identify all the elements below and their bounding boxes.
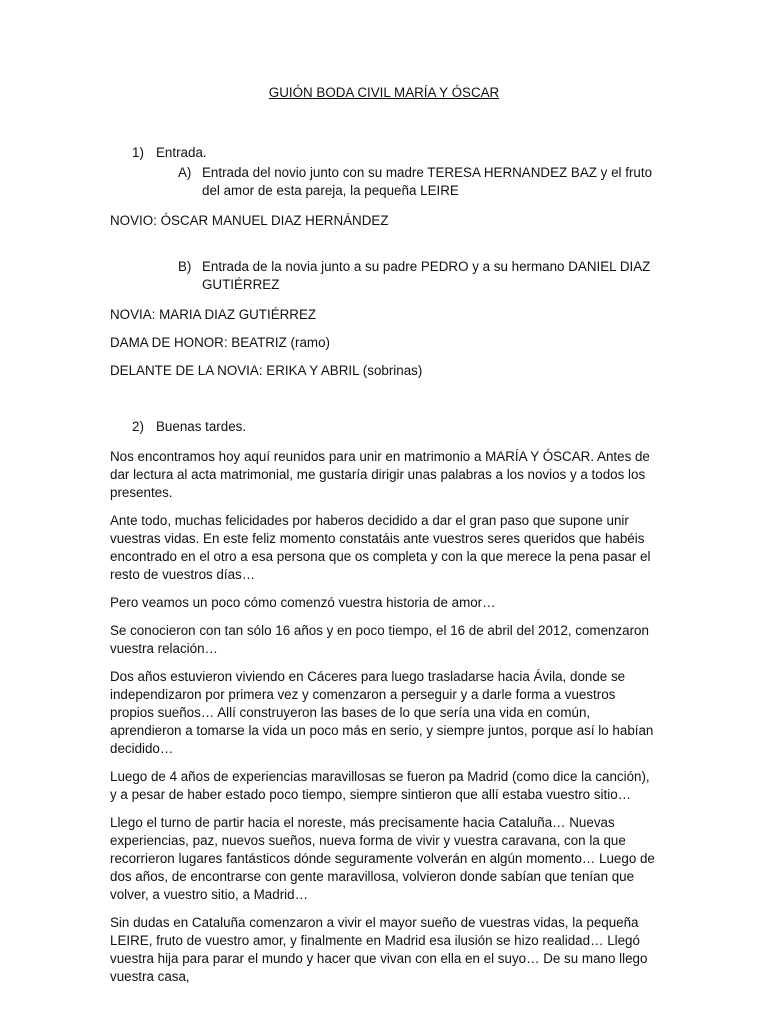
paragraph: Dos años estuvieron viviendo en Cáceres para luego trasladarse hacia Ávila, donde se independizaron por primera vez y comenzaron a perseguir y a darle forma a vuestros propios sueños… Allí construyeron las bases de lo que sería una vida en común, aprendieron a tomarse la vida un poco más en serio, y siempre juntos, porque así lo habían decidido… <box>110 669 654 756</box>
document-title: GUIÓN BODA CIVIL MARÍA Y ÓSCAR <box>268 85 500 100</box>
dama-line: DAMA DE HONOR: BEATRIZ (ramo) <box>110 335 330 350</box>
delante-line: DELANTE DE LA NOVIA: ERIKA Y ABRIL (sobrinas) <box>110 363 423 378</box>
section-2-label: Buenas tardes. <box>156 419 247 434</box>
section-1-number: 1) <box>132 145 144 160</box>
section-1-heading <box>132 144 658 162</box>
paragraph: Nos encontramos hoy aquí reunidos para unir en matrimonio a MARÍA Y ÓSCAR. Antes de dar lectura al acta matrimonial, me gustaría dirigir unas palabras a los novios y a todos los presentes. <box>110 449 650 500</box>
paragraph: Pero veamos un poco cómo comenzó vuestra historia de amor… <box>110 595 496 610</box>
item-b-text: Entrada de la novia junto a su padre PEDRO y a su hermano DANIEL DIAZ GUTIÉRREZ <box>202 259 651 292</box>
novia-line: NOVIA: MARIA DIAZ GUTIÉRREZ <box>110 307 317 322</box>
paragraph: Se conocieron con tan sólo 16 años y en poco tiempo, el 16 de abril del 2012, comenzaron vuestra relación… <box>110 623 649 656</box>
section-1-label: Entrada. <box>156 145 207 160</box>
paragraph: Luego de 4 años de experiencias maravillosas se fueron pa Madrid (como dice la canción), y a pesar de haber estado poco tiempo, siempre sintieron que allí estaba vuestro sitio… <box>110 769 650 802</box>
item-a-text: Entrada del novio junto con su madre TERESA HERNANDEZ BAZ y el fruto del amor de esta pareja, la pequeña LEIRE <box>202 165 653 198</box>
item-b <box>178 258 658 294</box>
paragraph: Ante todo, muchas felicidades por haberos decidido a dar el gran paso que supone unir vuestras vidas. En este feliz momento constatáis ante vuestros seres queridos que habéis encontrado en el otro a esa persona que os completa y con la que merece la pena pasar el resto de vuestros días… <box>110 513 651 582</box>
paragraph: Llego el turno de partir hacia el noreste, más precisamente hacia Cataluña… Nuevas experiencias, paz, nuevos sueños, nueva forma de vivir y vuestra caravana, con la que recorrieron lugares fantásticos dónde seguramente volverán en algún momento… Luego de dos años, de encontrarse con gente maravillosa, volvieron donde sabían que tenían que volver, a vuestro sitio, a Madrid… <box>110 815 655 902</box>
document-body <box>110 84 658 986</box>
item-b-letter: B) <box>178 259 192 274</box>
item-a-letter: A) <box>178 165 192 180</box>
section-2-number: 2) <box>132 419 144 434</box>
paragraph: Sin dudas en Cataluña comenzaron a vivir el mayor sueño de vuestras vidas, la pequeña LEIRE, fruto de vuestro amor, y finalmente en Madrid esa ilusión se hizo realidad… Llegó vuestra hija para parar el mundo y hacer que vivan con ella en el suyo… De su mano llego vuestra casa, <box>110 915 648 984</box>
novio-line: NOVIO: ÓSCAR MANUEL DIAZ HERNÁNDEZ <box>110 213 389 228</box>
section-2-heading <box>132 418 658 436</box>
item-a <box>178 164 658 200</box>
